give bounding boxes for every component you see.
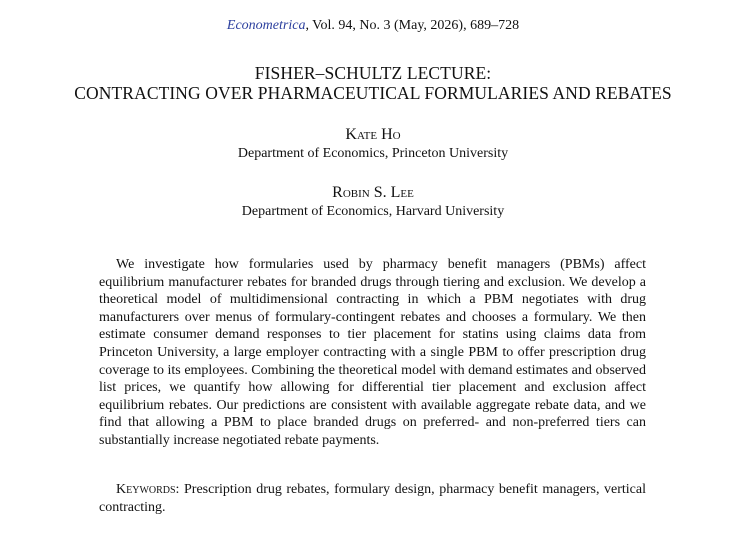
author-affiliation: Department of Economics, Harvard University <box>241 204 505 219</box>
journal-citation <box>0 17 746 35</box>
author-block-2 <box>0 183 746 221</box>
keywords-text: Prescription drug rebates, formulary design, pharmacy benefit managers, vertical contracting. <box>99 482 646 515</box>
keywords-label: Keywords: <box>116 482 180 497</box>
author-block-1 <box>0 125 746 163</box>
keywords-paragraph <box>99 481 646 516</box>
title-line-1: FISHER–SCHULTZ LECTURE: <box>254 63 492 83</box>
paper-title <box>0 63 746 103</box>
citation-details: , Vol. 94, No. 3 (May, 2026), 689–728 <box>305 18 520 33</box>
journal-name-link[interactable]: Econometrica <box>226 18 306 33</box>
author-name: Kate Ho <box>345 126 401 143</box>
author-affiliation: Department of Economics, Princeton University <box>237 146 509 161</box>
title-line-2: CONTRACTING OVER PHARMACEUTICAL FORMULARIES AND REBATES <box>74 83 672 103</box>
author-name: Robin S. Lee <box>332 184 414 201</box>
abstract-paragraph: We investigate how formularies used by pharmacy benefit managers (PBMs) affect equilibrium manufacturer rebates for branded drugs through tiering and exclusion. We develop a theoretical model of multidimensional contracting in which a PBM negotiates with drug manufacturers over menus of formulary-contingent rebates and chooses a formulary. We then estimate consumer demand responses to tier placement for statins using claims data from Princeton University, a large employer contracting with a single PBM to offer prescription drug coverage to its employees. Combining the theoretical model with demand estimates and observed list prices, we quantify how allowing for differential tier placement and exclusion affect equilibrium rebates. Our predictions are consistent with available aggregate rebate data, and we find that allowing a PBM to place branded drugs on preferred- and non-preferred tiers can substantially increase negotiated rebate payments. <box>99 257 646 448</box>
